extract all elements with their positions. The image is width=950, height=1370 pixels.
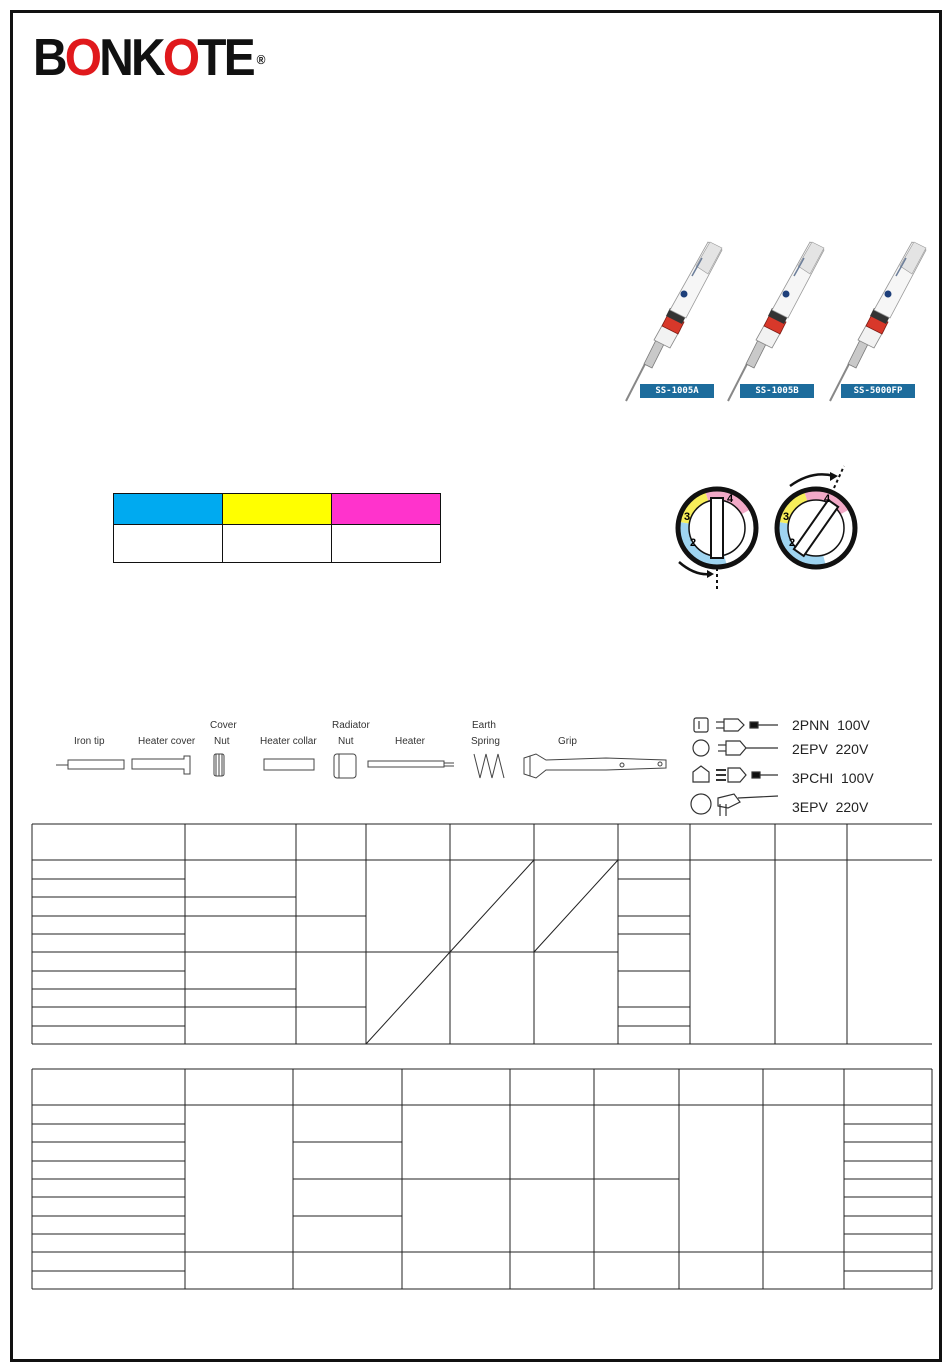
part-label-grip: Grip [558, 736, 577, 747]
part-label-iron-tip: Iron tip [74, 736, 105, 747]
brand-logo: BONKOTE ® [33, 29, 266, 87]
dial-number: 3 [684, 511, 691, 523]
dial-number: 3 [783, 511, 790, 523]
dial-number: 4 [727, 493, 734, 505]
model-badge-1: SS-1005A [640, 384, 714, 398]
plug-voltage: 100V [837, 717, 870, 733]
plug-code: 3PCHI [792, 770, 834, 786]
plug-code: 2PNN [792, 717, 830, 733]
part-label-earth: Earth [472, 720, 496, 731]
plug-code: 3EPV [792, 799, 828, 815]
part-label-earth-spring: Spring [471, 736, 500, 747]
spec-table-2 [32, 1069, 932, 1289]
part-label-cover-nut: Nut [214, 736, 230, 747]
part-label-radiator: Radiator [332, 720, 370, 731]
part-label-heater-cover: Heater cover [138, 736, 196, 747]
dial-number: 2 [789, 537, 796, 549]
plug-voltage: 220V [835, 799, 869, 815]
dial-number: 4 [824, 493, 831, 505]
part-label-cover: Cover [210, 720, 237, 731]
part-label-radiator-nut: Nut [338, 736, 354, 747]
part-label-heater-collar: Heater collar [260, 736, 317, 747]
dial-number: 2 [690, 537, 697, 549]
model-badge-3: SS-5000FP [841, 384, 915, 398]
plug-code: 2EPV [792, 741, 828, 757]
part-label-heater: Heater [395, 736, 426, 747]
plug-voltage: 100V [841, 770, 874, 786]
model-badge-2: SS-1005B [740, 384, 814, 398]
plug-voltage: 220V [835, 741, 869, 757]
